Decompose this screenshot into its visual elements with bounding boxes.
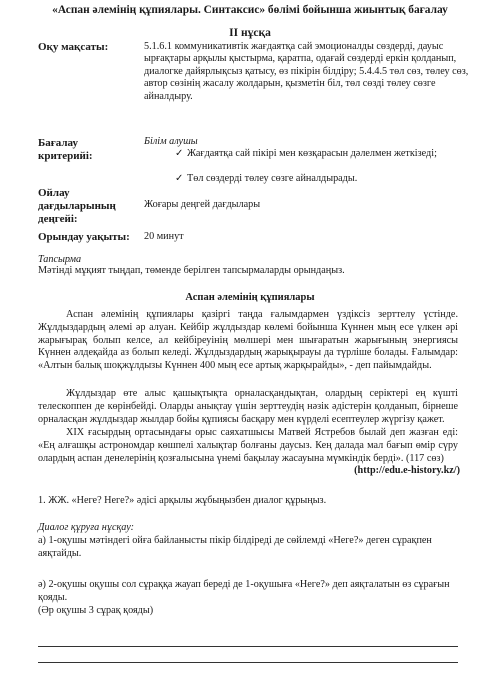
article-paragraph-3 (38, 427, 458, 465)
article-paragraph-1 (38, 309, 458, 373)
criteria-item-text: Төл сөздерді төлеу сөзге айналдырады. (187, 173, 358, 184)
checkmark-icon: ✓ (175, 148, 184, 159)
guide-step-a: а) 1-оқушы мәтіндегі ойға байланысты пікір білдіреді де сөйлемді «Неге?» деген сұрақпен аяқтайды. (38, 535, 432, 559)
source-link[interactable]: (http://edu.e-history.kz/) (354, 465, 460, 476)
goal-label: Оқу мақсаты: (38, 41, 109, 53)
task-text: Мәтінді мұқият тыңдап, төменде берілген тапсырмаларды орындаңыз. (38, 265, 345, 276)
article-title: Аспан әлемінің құпиялары (185, 292, 315, 303)
criteria-heading: Білім алушы (144, 136, 198, 147)
paragraph-text: Аспан әлемінің құпиялары қазіргі таңда ғалымдармен үздіксіз зерттелу үстінде. Жұлдыздардың әлемі әр алуан. Кейбір жұлдыздар көлемі бойынша Күннен мың есе үлкен әрі жарығырақ болып келсе, ал кейбіреуінің мөлшері мен шығаратын жарығының энергиясы Күннен әлдеқайда аз болып келеді. Жұлдыздардың жарықырауы да түрліше болады. Ғалымдар: «Алтын балық шоқжұлдызы Күннен 400 мың есе артық жарқырайды», - деп пайымдайды. (38, 309, 458, 372)
paragraph-text: XIX ғасырдың ортасындағы орыс саяхатшысы Матвей Ястребов былай деп жазған еді: «Ең алғашқы астрономдар көшпелі халықтар болғаны даусыз. Кең далада мал бағып өмір сүру олардың аспан денелерінің қозғалысына үнемі бақылау жасауына мүмкіндік берді». (117 сөз) (38, 427, 458, 464)
criteria-item (175, 173, 475, 185)
criteria-item-text: Жағдаятқа сай пікірі мен көзқарасын дәлелмен жеткізеді; (187, 148, 437, 159)
time-label: Орындау уақыты: (38, 231, 130, 243)
guide-step-c: (Әр оқушы 3 сұрақ қояды) (38, 605, 154, 616)
document-title: «Аспан әлемінің құпиялары. Синтаксис» бөлімі бойынша жиынтық бағалау (52, 4, 448, 16)
level-text: Жоғары деңгей дағдылары (144, 199, 261, 210)
paragraph-text: Жұлдыздар өте алыс қашықтықта орналасқандықтан, олардың серіктері ең күшті телескоппен де көрінбейді. Оларды анықтау үшін зерттеудің нәзік әдістерін қолданып, бірнеше орналасқан жұлдыздар жылдар бойы құпиясы басқару мен күрделі есептеулер жүргізу қажет. (38, 388, 458, 425)
article-paragraph-2 (38, 388, 458, 426)
answer-line[interactable] (38, 662, 458, 663)
goal-text: 5.1.6.1 коммуникативтік жағдаятқа сай эмоционалды сөздерді, дауыс ырғақтары арқылы қыстырма, қаратпа, одағай сөздерді еркін қолданып, диалогке дайярлықсыз қатысу, өз пікірін білдіру; 5.4.4.5 төл сөз, төлеу сөз, автор сөзінің жасалу жолдарын, қызметін біл, төл сөзді төлеу сөзге айналдыру. (144, 41, 469, 102)
checkmark-icon: ✓ (175, 173, 184, 184)
guide-heading: Диалог құруға нұсқау: (38, 522, 134, 533)
criteria-item (175, 148, 475, 160)
level-label-line2: дағдыларының (38, 200, 116, 212)
criteria-label-line2: критерийі: (38, 150, 93, 162)
variant-label: II нұсқа (229, 27, 271, 39)
level-label-line3: деңгейі: (38, 213, 78, 225)
guide-step-b: ә) 2-оқушы оқушы сол сұраққа жауап береді де 1-оқушыға «Неге?» деп аяқталатын өз сұрағын қояды. (38, 579, 450, 603)
level-label-line1: Ойлау (38, 187, 70, 199)
time-text: 20 минут (144, 231, 184, 242)
answer-line[interactable] (38, 646, 458, 647)
question-1: 1. ЖЖ. «Неге? Неге?» әдісі арқылы жұбыңызбен диалог құрыңыз. (38, 495, 327, 506)
criteria-label-line1: Бағалау (38, 137, 78, 149)
task-heading: Тапсырма (38, 254, 82, 265)
